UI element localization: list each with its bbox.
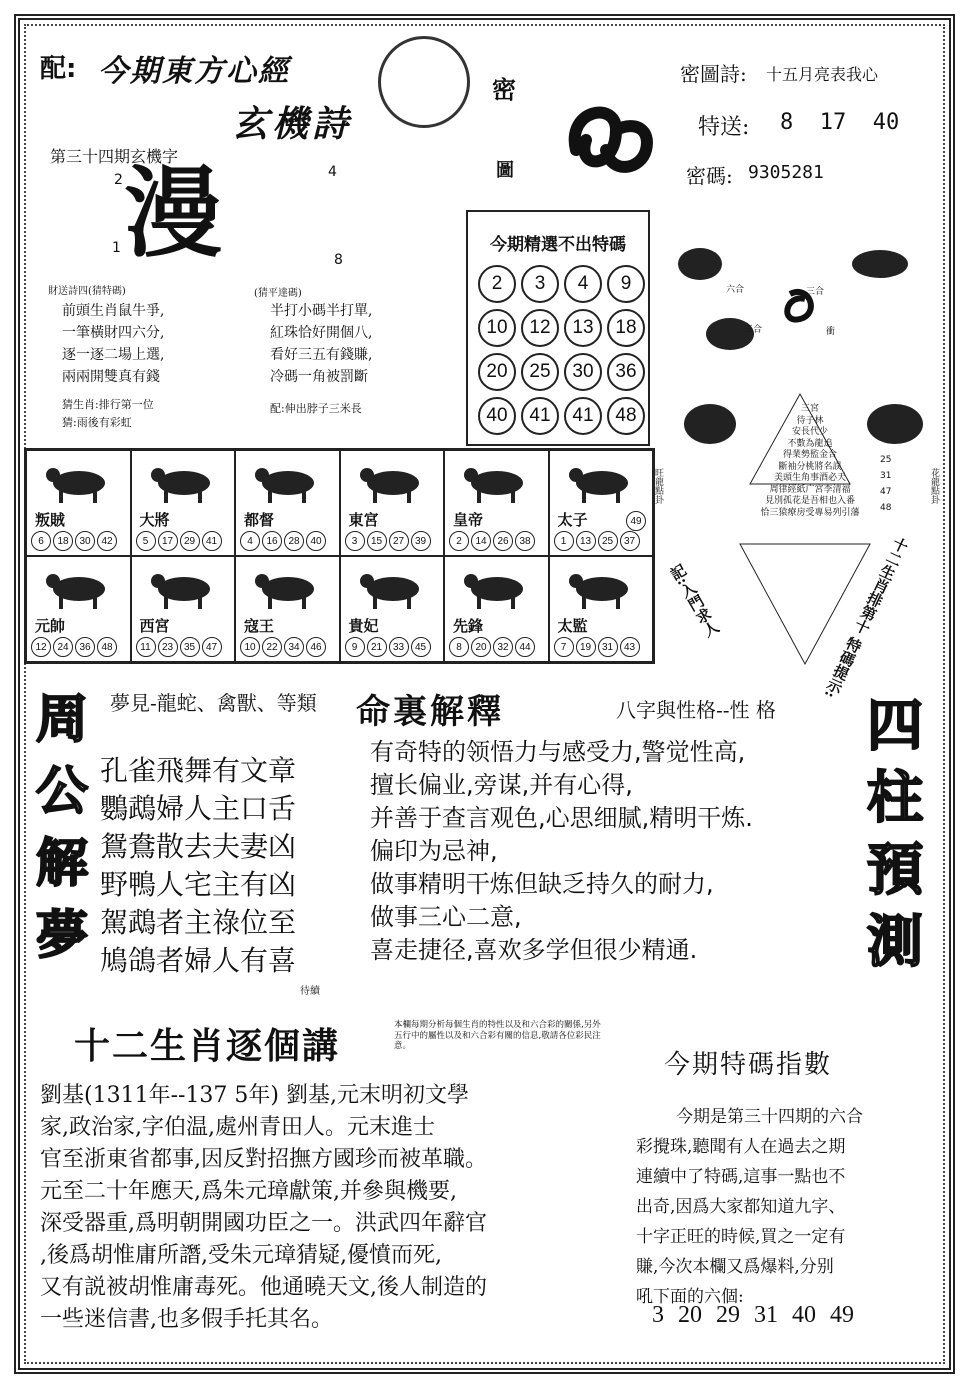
- zodiac-animal-picture: [564, 459, 636, 505]
- zodiac-name: 都督: [244, 511, 275, 529]
- tri-num: 47: [880, 487, 892, 497]
- index-line: 連續中了特碼,這事一點也不: [636, 1167, 846, 1187]
- zodiac-number: 37: [620, 531, 640, 551]
- zodiac-cell: [549, 556, 654, 662]
- zodiac-extra-number: 49: [626, 511, 646, 531]
- title-line2: 玄機詩: [232, 104, 353, 145]
- zodiac-animal-picture: [459, 565, 531, 611]
- index-number: 31: [754, 1302, 778, 1328]
- exclude-number: 4: [564, 265, 602, 303]
- zodiac-animal-picture: [41, 565, 113, 611]
- zodiac-number: 41: [202, 531, 222, 551]
- poem-line: 半打小碼半打單,: [270, 303, 373, 319]
- zodiac-numbers: [554, 531, 642, 551]
- mima-label: 密碼:: [686, 164, 733, 188]
- index-text: [636, 1102, 863, 1312]
- dream-title-char: 周: [36, 689, 89, 750]
- zodiac-number: 28: [284, 531, 304, 551]
- zodiac-number: 14: [471, 531, 491, 551]
- mima-value: 9305281: [748, 162, 824, 183]
- dream-line: 鸚鵡婦人主口舌: [100, 792, 297, 825]
- poem-line: 冷碼一角被罰斷: [270, 369, 368, 385]
- poem-line: 兩兩開雙真有錢: [62, 369, 160, 385]
- zodiac-number: 33: [389, 637, 409, 657]
- exclude-number: 40: [478, 397, 516, 435]
- zodiac-numbers: [449, 637, 537, 657]
- tu-char: 圖: [496, 160, 514, 181]
- index-numbers: [652, 1302, 854, 1329]
- zodiac-animal-picture: [250, 565, 322, 611]
- mitu-picture: [556, 90, 666, 186]
- twelve-note: 本欄每期分析每個生肖的特性以及和六合彩的關係,另外五行中的屬性以及和六合彩有關的信息,敬請各位彩民注意。: [394, 1020, 601, 1051]
- poem-left: [62, 300, 164, 388]
- zodiac-number: 22: [262, 637, 282, 657]
- exclude-title: 今期精選不出特碼: [490, 235, 626, 255]
- zodiac-name: 太子: [557, 511, 588, 529]
- xuanji-char: 漫: [124, 157, 223, 271]
- zodiac-number: 43: [620, 637, 640, 657]
- zodiac-cell: [26, 556, 131, 662]
- zodiac-number: 15: [367, 531, 387, 551]
- triangle-line: 得業勢監金合: [782, 450, 837, 460]
- poem-right-note: 配:伸出脖子三米長: [270, 402, 362, 415]
- tri-num: 25: [880, 455, 892, 465]
- zodiac-number: 20: [471, 637, 491, 657]
- index-number: 3: [652, 1302, 664, 1328]
- poem-left-note1: 猜生肖:排行第一位: [62, 398, 154, 411]
- dream-line: 孔雀飛舞有文章: [100, 754, 297, 787]
- zodiac-name: 皇帝: [453, 511, 484, 529]
- sizhu-char: 測: [867, 909, 923, 975]
- triangle-line: 三宮: [800, 404, 819, 414]
- mi-char: 密: [492, 75, 516, 104]
- zodiac-number: 23: [158, 637, 178, 657]
- exclude-number: 12: [521, 309, 559, 347]
- zodiac-name: 大將: [139, 511, 170, 529]
- story-line: 家,政治家,字伯温,處州青田人。元末進士: [40, 1115, 435, 1140]
- triangle-line: 見別孤花是吾相也入番: [764, 496, 855, 506]
- mingli-line: 擅长偏业,旁谋,并有心得,: [370, 771, 633, 799]
- zodiac-numbers: [31, 637, 119, 657]
- zodiac-number: 38: [515, 531, 535, 551]
- triangle-line: 待子林: [796, 415, 824, 426]
- index-number: 49: [830, 1302, 854, 1328]
- zodiac-number: 21: [367, 637, 387, 657]
- sizhu-char: 四: [867, 693, 923, 759]
- zodiac-animal-picture: [459, 459, 531, 505]
- zodiac-numbers: [136, 531, 224, 551]
- zodiac-number: 11: [136, 637, 156, 657]
- zodiac-number: 10: [240, 637, 260, 657]
- zodiac-name: 太監: [557, 617, 588, 635]
- poem-line: 逐一逐二場上選,: [62, 347, 165, 363]
- triangle-line: 不數為龍追: [787, 438, 833, 449]
- zodiac-animal-picture: [564, 565, 636, 611]
- zodiac-animal-picture: [146, 459, 218, 505]
- zodiac-number: 48: [97, 637, 117, 657]
- hint-right: 十二生肖排第十 特碼提示:: [820, 534, 912, 702]
- mingli-title: 命裏解釋: [356, 692, 504, 732]
- dream-title-char: 公: [36, 761, 89, 822]
- zodiac-number: 26: [493, 531, 513, 551]
- zodiac-number: 12: [31, 637, 51, 657]
- pei-label: 配:: [40, 54, 77, 84]
- dream-title-char: 解: [36, 833, 89, 894]
- exclude-numbers: [468, 255, 648, 445]
- tesong-numbers: 8 17 40: [780, 110, 900, 135]
- zodiac-cell: [549, 450, 654, 556]
- xuanji-label: 第三十四期玄機字: [50, 147, 179, 166]
- zodiac-number: 16: [262, 531, 282, 551]
- zodiac-number: 17: [158, 531, 178, 551]
- exclude-number: 10: [478, 309, 516, 347]
- dream-line: 鳩鴿者婦人有喜: [100, 944, 297, 977]
- zodiac-numbers: [31, 531, 119, 551]
- exclude-number: 13: [564, 309, 602, 347]
- dream-title: [36, 684, 96, 972]
- zodiac-numbers: [449, 531, 537, 551]
- xuanji-n8: 8: [334, 252, 343, 268]
- exclude-number: 18: [607, 309, 645, 347]
- index-number: 20: [678, 1302, 702, 1328]
- mitu-text: 十五月亮表我心: [766, 65, 879, 84]
- sizhu-char: 柱: [867, 765, 923, 831]
- zodiac-name: 東宮: [348, 511, 379, 529]
- dream-line: 駕鵡者主祿位至: [100, 906, 297, 939]
- zodiac-cell: [444, 556, 549, 662]
- triangle-line: 安長代少: [791, 427, 828, 437]
- tesong-label: 特送:: [698, 115, 750, 140]
- dream-line: 野鴨人宅主有凶: [100, 868, 297, 901]
- tri-num: 48: [880, 503, 892, 513]
- triangle-nums: [880, 452, 891, 516]
- exclude-number: 30: [564, 353, 602, 391]
- zodiac-number: 3: [345, 531, 365, 551]
- exclude-number: 20: [478, 353, 516, 391]
- zodiac-numbers: [136, 637, 224, 657]
- zodiac-cell: [131, 450, 236, 556]
- mingli-subtitle: 八字與性格--性 格: [616, 698, 776, 722]
- poem-right-heading: (猜平達碼): [254, 288, 302, 299]
- zodiac-number: 34: [284, 637, 304, 657]
- poem-line: 紅珠恰好開個八,: [270, 325, 373, 341]
- poem-line: 前頭生肖鼠牛爭,: [62, 303, 165, 319]
- sanhe-label-3: 三合: [744, 325, 763, 335]
- exclude-number: 41: [564, 397, 602, 435]
- side-right: 花龍點卦: [929, 468, 939, 504]
- index-number: 29: [716, 1302, 740, 1328]
- sanhe-label-4: 衝: [826, 327, 836, 337]
- zodiac-name: 元帥: [35, 617, 66, 635]
- index-line: 賺,今次本欄又爲爆料,分别: [636, 1257, 834, 1277]
- zodiac-number: 31: [598, 637, 618, 657]
- triangle-line: 周律經紙广宮李清福: [769, 484, 851, 495]
- zodiac-number: 39: [411, 531, 431, 551]
- zodiac-number: 30: [75, 531, 95, 551]
- zodiac-name: 先鋒: [453, 617, 484, 635]
- zodiac-table: [24, 448, 655, 664]
- zodiac-numbers: [240, 637, 328, 657]
- zodiac-animal-picture: [355, 459, 427, 505]
- zodiac-number: 18: [53, 531, 73, 551]
- zodiac-cell: [26, 450, 131, 556]
- dream-title-char: 夢: [36, 905, 89, 966]
- mingli-line: 做事精明干炼但缺乏持久的耐力,: [370, 870, 714, 898]
- exclude-number: 41: [521, 397, 559, 435]
- dream-intro: 夢見-龍蛇、禽獸、等類: [110, 691, 317, 715]
- mitu-label: 密圖詩:: [680, 62, 747, 86]
- poem-line: 一筆橫財四六分,: [62, 325, 165, 341]
- zodiac-number: 42: [97, 531, 117, 551]
- title-line1: 今期東方心經: [98, 54, 290, 89]
- exclude-number: 25: [521, 353, 559, 391]
- exclude-number: 3: [521, 265, 559, 303]
- zodiac-number: 9: [345, 637, 365, 657]
- zodiac-number: 29: [180, 531, 200, 551]
- zodiac-cell: [131, 556, 236, 662]
- index-line: 十字正旺的時候,買之一定有: [636, 1227, 846, 1247]
- zodiac-cell: [235, 556, 340, 662]
- zodiac-number: 32: [493, 637, 513, 657]
- sanhe-label-1: 六合: [726, 285, 745, 295]
- zodiac-number: 1: [554, 531, 574, 551]
- dream-lines: [100, 752, 296, 980]
- mingli-line: 偏印为忌神,: [370, 837, 498, 865]
- zodiac-cell: [340, 450, 445, 556]
- exclude-number: 9: [607, 265, 645, 303]
- zodiac-number: 4: [240, 531, 260, 551]
- poem-left-heading: 財送詩四(猜特碼): [48, 286, 126, 297]
- dream-line: 鴛鴦散去夫妻凶: [100, 830, 297, 863]
- zodiac-animal-picture: [250, 459, 322, 505]
- zodiac-number: 47: [202, 637, 222, 657]
- zodiac-number: 19: [576, 637, 596, 657]
- zodiac-numbers: [345, 637, 433, 657]
- story-line: 元至二十年應天,爲朱元璋獻策,并參與機要,: [40, 1179, 457, 1204]
- zodiac-cell: [444, 450, 549, 556]
- mingli-line: 并善于查言观色,心思细腻,精明干炼.: [370, 804, 753, 832]
- xuanji-n4: 4: [328, 164, 337, 180]
- mingli-line: 有奇特的领悟力与感受力,警觉性高,: [370, 738, 746, 766]
- index-line: 出奇,因爲大家都知道九字、: [636, 1197, 846, 1217]
- zodiac-animal-picture: [146, 565, 218, 611]
- zodiac-number: 24: [53, 637, 73, 657]
- mingli-line: 喜走捷径,喜欢多学但很少精通.: [370, 936, 698, 964]
- zodiac-numbers: [345, 531, 433, 551]
- story-line: ,後爲胡惟庸所譖,受朱元璋猜疑,優憤而死,: [40, 1243, 442, 1268]
- index-number: 40: [792, 1302, 816, 1328]
- index-line: 彩攪珠,聽聞有人在過去之期: [636, 1137, 846, 1157]
- zodiac-numbers: [240, 531, 328, 551]
- triangle-line: 斷袖分桃將名誤: [778, 461, 842, 472]
- zodiac-cell: [235, 450, 340, 556]
- index-line: 吼下面的六個:: [636, 1287, 744, 1307]
- zodiac-name: 寇王: [244, 617, 275, 635]
- mingli-text: [370, 736, 753, 967]
- seal-stamp: [378, 36, 470, 128]
- zodiac-number: 5: [136, 531, 156, 551]
- zodiac-number: 44: [515, 637, 535, 657]
- story-line: 一些迷信書,也多假手托其名。: [40, 1307, 333, 1332]
- exclude-number: 2: [478, 265, 516, 303]
- zodiac-number: 27: [389, 531, 409, 551]
- exclude-number: 48: [607, 397, 645, 435]
- hint-left: 記:入門求人: [666, 561, 722, 640]
- tri-num: 31: [880, 471, 892, 481]
- zodiac-number: 13: [576, 531, 596, 551]
- triangle-line: 恰三猿療房受專易列引藩: [760, 507, 860, 518]
- xuanji-n1: 1: [112, 240, 121, 256]
- zodiac-animal-picture: [355, 565, 427, 611]
- zodiac-name: 叛賊: [35, 511, 66, 529]
- index-line: 今期是第三十四期的六合: [676, 1107, 863, 1127]
- sizhu-char: 預: [867, 837, 923, 903]
- story-line: 又有説被胡惟庸毒死。他通曉天文,後人制造的: [40, 1275, 487, 1300]
- zodiac-number: 6: [31, 531, 51, 551]
- zodiac-number: 2: [449, 531, 469, 551]
- zodiac-number: 40: [306, 531, 326, 551]
- twelve-title: 十二生肖逐個講: [74, 1026, 341, 1067]
- xuanji-n2: 2: [114, 172, 123, 188]
- side-left: 旺龍點卦: [653, 468, 663, 504]
- sanhe-label-2: 三合: [806, 287, 825, 297]
- sizhu-title: [860, 690, 930, 978]
- zodiac-animal-picture: [41, 459, 113, 505]
- mingli-line: 做事三心二意,: [370, 903, 522, 931]
- poem-right: [270, 300, 372, 388]
- twelve-story: [40, 1080, 487, 1336]
- zodiac-number: 45: [411, 637, 431, 657]
- poem-line: 看好三五有錢賺,: [270, 347, 373, 363]
- zodiac-number: 35: [180, 637, 200, 657]
- zodiac-cell: [340, 556, 445, 662]
- story-line: 劉基(1311年--137 5年) 劉基,元末明初文學: [40, 1083, 469, 1108]
- exclude-number: 36: [607, 353, 645, 391]
- zodiac-name: 貴妃: [348, 617, 379, 635]
- story-line: 深受器重,爲明朝開國功臣之一。洪武四年辭官: [40, 1211, 487, 1236]
- zodiac-numbers: [554, 637, 642, 657]
- index-title: 今期特碼指數: [664, 1050, 833, 1080]
- zodiac-number: 25: [598, 531, 618, 551]
- zodiac-number: 8: [449, 637, 469, 657]
- zodiac-number: 36: [75, 637, 95, 657]
- story-line: 官至浙東省都事,因反對招撫方國珍而被革職。: [40, 1147, 487, 1172]
- dream-cont: 待續: [300, 986, 320, 997]
- poem-left-note2: 猜:雨後有彩虹: [62, 416, 132, 429]
- zodiac-number: 46: [306, 637, 326, 657]
- zodiac-number: 7: [554, 637, 574, 657]
- zodiac-name: 西宮: [139, 617, 170, 635]
- exclude-box: [466, 210, 650, 446]
- triangle-line: 美頭生角事酒必天: [773, 473, 846, 483]
